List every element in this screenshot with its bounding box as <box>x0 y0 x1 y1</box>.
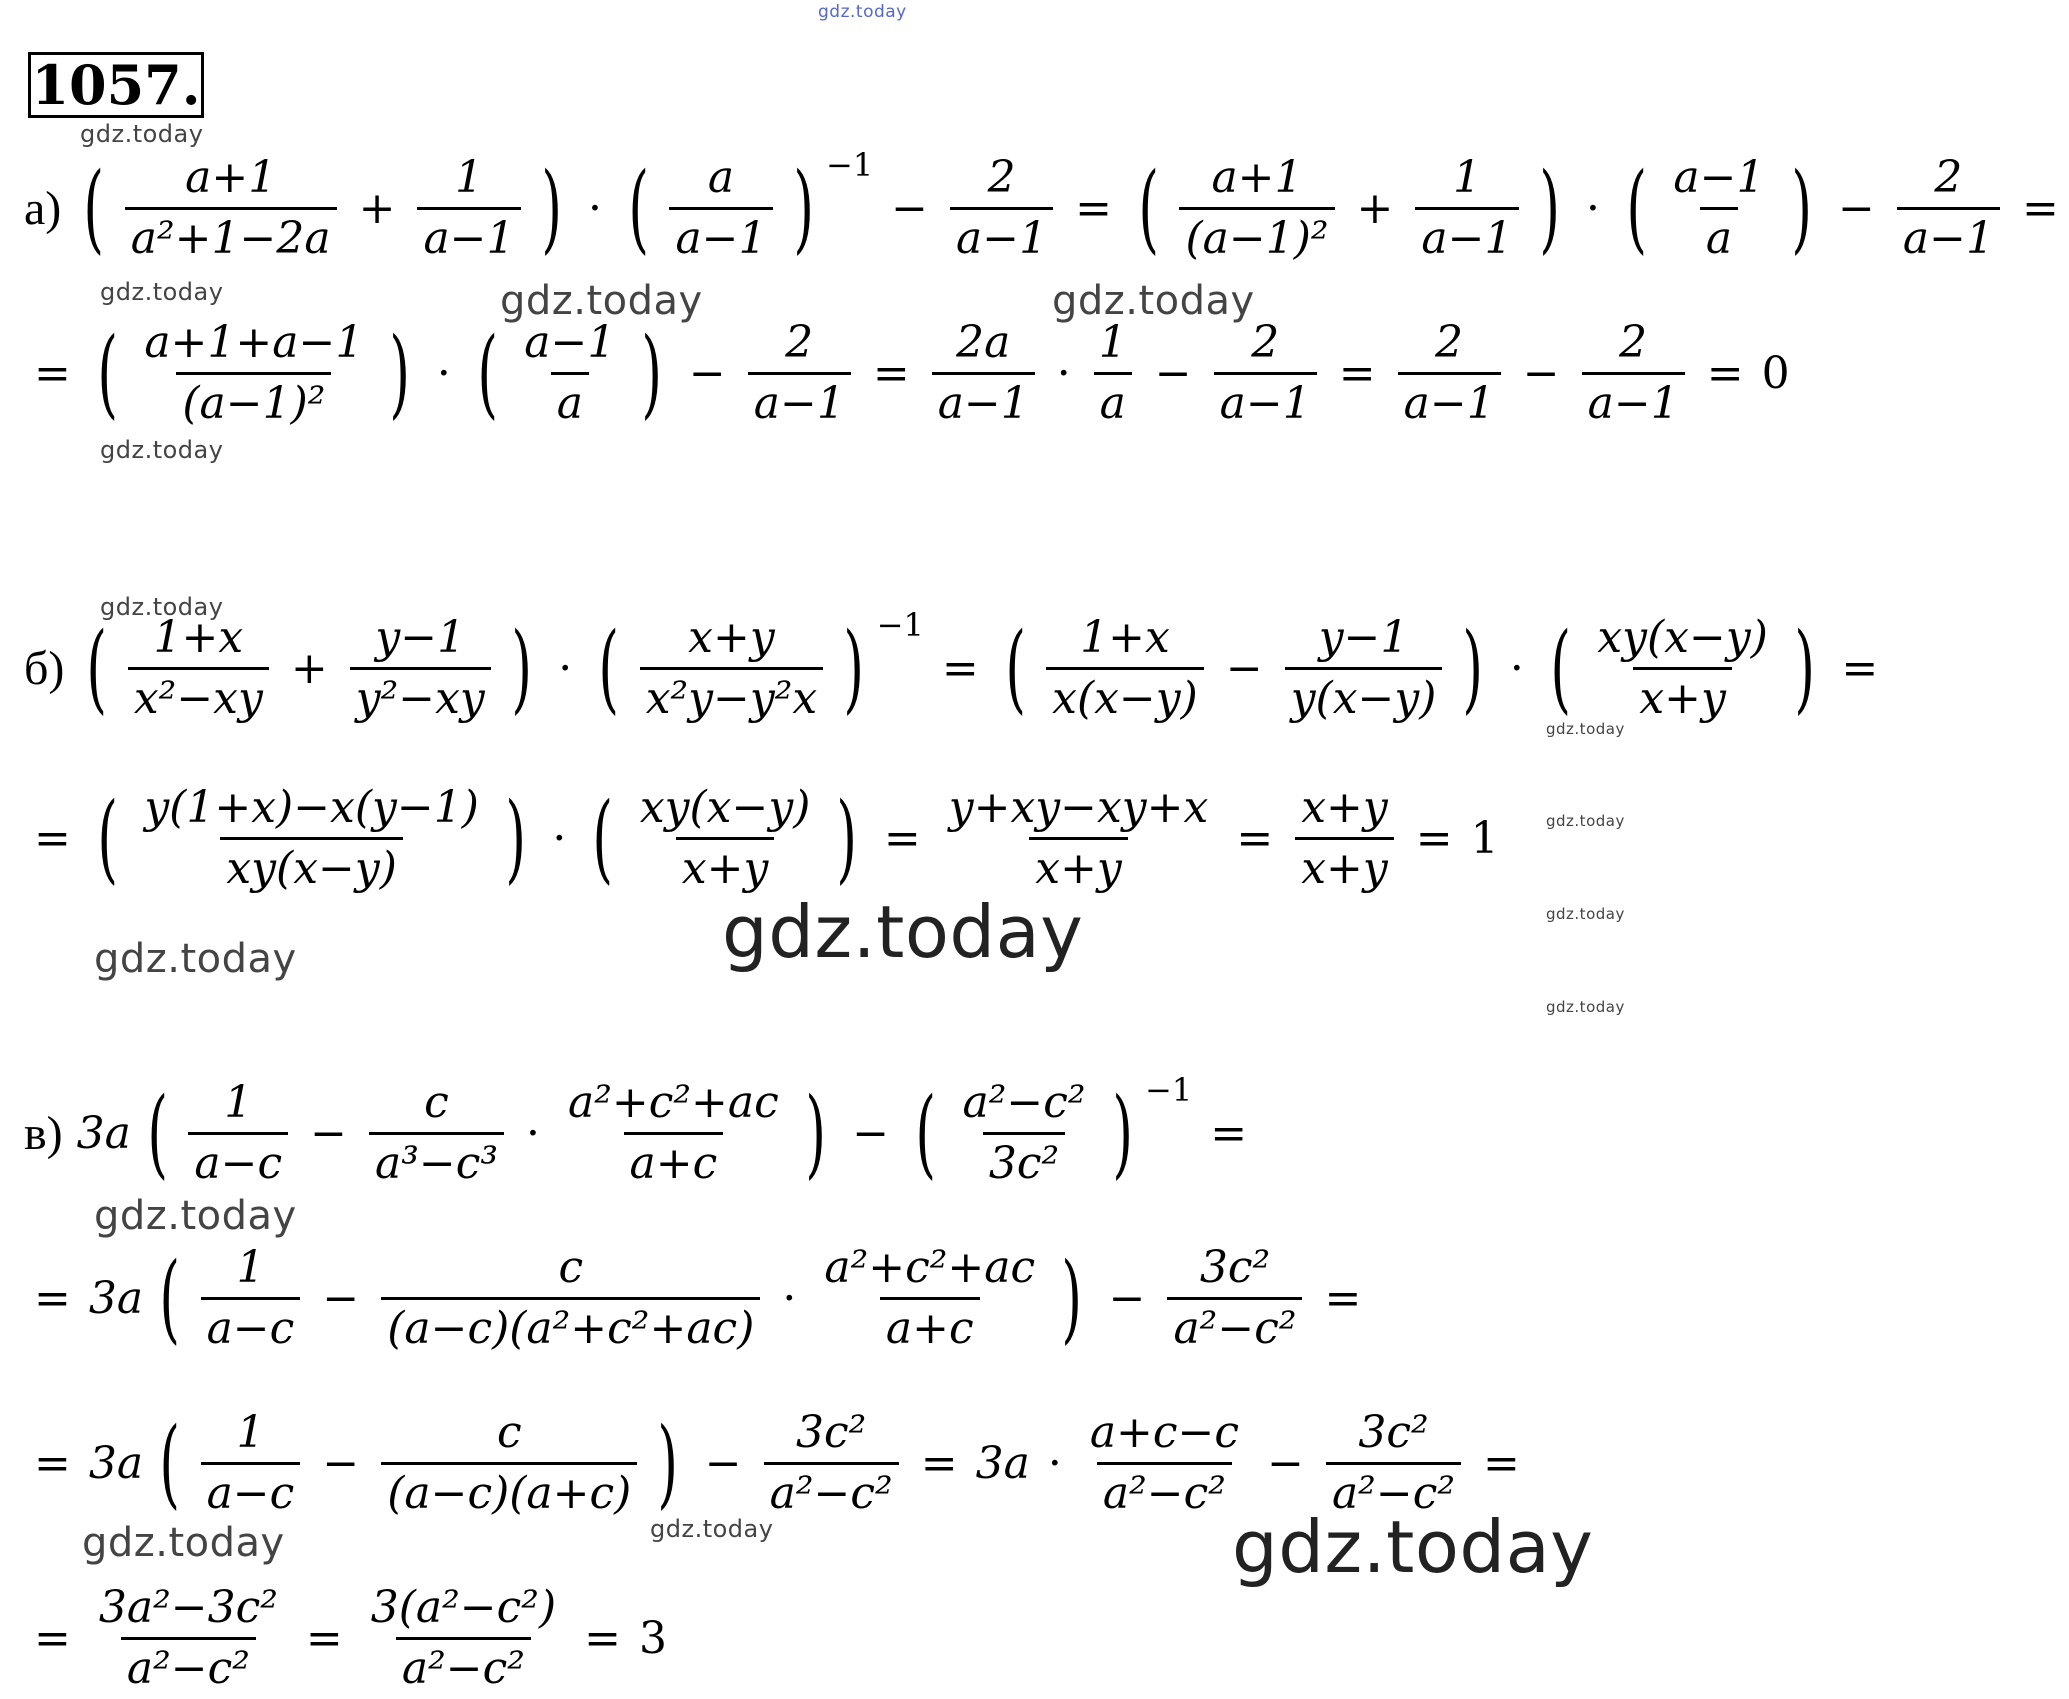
part-v-line-4 <box>24 1582 667 1695</box>
equals-sign: = <box>34 813 71 865</box>
denominator: a+c <box>880 1297 980 1352</box>
denominator: x²y−y²x <box>640 667 824 722</box>
fraction <box>1046 612 1204 725</box>
fraction <box>125 152 337 265</box>
numerator: 2 <box>1251 317 1280 368</box>
close-paren: ) <box>511 612 532 725</box>
denominator: a²+1−2a <box>125 207 337 262</box>
denominator: a−1 <box>950 207 1053 262</box>
numerator: a+1+a−1 <box>144 317 364 368</box>
denominator: a <box>551 372 589 427</box>
coefficient: 3a <box>88 1438 144 1490</box>
fraction <box>1582 317 1685 430</box>
open-paren: ( <box>477 317 498 430</box>
denominator: x+y <box>676 837 775 892</box>
denominator: x+y <box>1633 667 1732 722</box>
denominator: a−c <box>188 1132 288 1187</box>
denominator: a−1 <box>748 372 851 427</box>
denominator: a²−c² <box>764 1462 899 1517</box>
fraction <box>417 152 520 265</box>
numerator: y−1 <box>375 612 466 663</box>
open-paren: ( <box>147 1077 168 1190</box>
denominator: a−1 <box>669 207 772 262</box>
denominator: a²−c² <box>1097 1462 1232 1517</box>
fraction <box>138 782 485 895</box>
close-paren: ) <box>1794 612 1815 725</box>
open-paren: ( <box>592 782 614 895</box>
operator: − <box>1108 1273 1146 1325</box>
numerator: 3c² <box>1199 1242 1271 1293</box>
fraction <box>1084 1407 1245 1520</box>
equals-sign: = <box>2021 183 2059 235</box>
numerator: a−1 <box>524 317 616 368</box>
denominator: a²−c² <box>1167 1297 1302 1352</box>
watermark: gdz.today <box>1052 278 1255 324</box>
operator: − <box>310 1108 347 1160</box>
operator: + <box>290 643 328 695</box>
fraction <box>201 1242 301 1355</box>
watermark-large: gdz.today <box>1232 1505 1594 1589</box>
watermark: gdz.today <box>80 120 204 148</box>
coefficient: 3a <box>76 1108 131 1160</box>
operator: − <box>852 1108 890 1160</box>
operator: · <box>552 813 567 865</box>
equals-sign: = <box>941 643 979 695</box>
numerator: y(1+x)−x(y−1) <box>144 782 479 833</box>
open-paren: ( <box>159 1242 181 1355</box>
close-paren: ) <box>836 782 858 895</box>
numerator: 2 <box>1435 317 1464 368</box>
watermark: gdz.today <box>94 936 297 982</box>
numerator: x+y <box>1301 782 1388 833</box>
numerator: 1+x <box>1080 612 1170 663</box>
open-paren: ( <box>1005 612 1026 725</box>
numerator: xy(x−y) <box>639 782 811 833</box>
numerator: 3c² <box>796 1407 867 1458</box>
fraction <box>764 1407 899 1520</box>
close-paren: ) <box>1462 612 1484 725</box>
equals-sign: = <box>34 348 71 400</box>
part-label: б) <box>24 642 65 696</box>
denominator: xy(x−y) <box>220 837 403 892</box>
open-paren: ( <box>598 612 620 725</box>
fraction <box>1214 317 1317 430</box>
denominator: a−1 <box>1214 372 1317 427</box>
numerator: a+1 <box>1211 152 1303 203</box>
watermark: gdz.today <box>1546 812 1625 830</box>
denominator: a−c <box>201 1297 301 1352</box>
equals-sign: = <box>1841 643 1879 695</box>
fraction <box>950 152 1053 265</box>
numerator: a²+c²+ac <box>568 1077 779 1128</box>
numerator: 2 <box>1619 317 1648 368</box>
numerator: a²−c² <box>962 1077 1086 1128</box>
denominator: x+y <box>1029 837 1128 892</box>
result: 0 <box>1761 348 1790 400</box>
fraction <box>381 1407 637 1520</box>
fraction <box>634 782 817 895</box>
watermark: gdz.today <box>100 278 224 306</box>
equals-sign: = <box>34 1438 71 1490</box>
part-a-line-1 <box>24 145 2069 265</box>
fraction <box>1667 152 1770 265</box>
operator: + <box>358 183 396 235</box>
equals-sign: = <box>1338 348 1376 400</box>
denominator: x+y <box>1295 837 1394 892</box>
operator: · <box>782 1273 797 1325</box>
numerator: y−1 <box>1318 612 1409 663</box>
fraction <box>818 1242 1041 1355</box>
operator: − <box>322 1438 360 1490</box>
watermark: gdz.today <box>500 278 703 324</box>
numerator: x+y <box>688 612 775 663</box>
numerator: 2 <box>1934 152 1963 203</box>
watermark: gdz.today <box>1546 720 1625 738</box>
open-paren: ( <box>915 1077 937 1190</box>
denominator: y(x−y) <box>1285 667 1443 722</box>
exponent: −1 <box>1145 1070 1193 1109</box>
open-paren: ( <box>1550 612 1571 725</box>
fraction <box>669 152 772 265</box>
operator: · <box>1047 1438 1062 1490</box>
numerator: c <box>558 1242 584 1293</box>
operator: · <box>1056 348 1071 400</box>
watermark: gdz.today <box>100 593 224 621</box>
open-paren: ( <box>1626 152 1647 265</box>
close-paren: ) <box>792 152 814 265</box>
numerator: a²+c²+ac <box>824 1242 1036 1293</box>
numerator: 3a²−3c² <box>98 1582 278 1633</box>
denominator: x(x−y) <box>1046 667 1204 722</box>
equals-sign: = <box>1415 813 1453 865</box>
equals-sign: = <box>1236 813 1274 865</box>
watermark-top: gdz.today <box>818 2 907 22</box>
numerator: a <box>707 152 735 203</box>
open-paren: ( <box>97 317 118 430</box>
part-label: в) <box>24 1107 63 1161</box>
numerator: 1 <box>236 1242 265 1293</box>
open-paren: ( <box>86 612 108 725</box>
fraction <box>1591 612 1774 725</box>
exponent: −1 <box>826 145 874 184</box>
fraction <box>518 317 621 430</box>
operator: − <box>1837 183 1875 235</box>
numerator: c <box>424 1077 449 1128</box>
equals-sign: = <box>1075 183 1113 235</box>
operator: − <box>1154 348 1192 400</box>
operator: − <box>891 183 929 235</box>
operator: · <box>1509 643 1524 695</box>
part-v-line-2 <box>24 1242 1371 1355</box>
equals-sign: = <box>34 1613 71 1665</box>
open-paren: ( <box>83 152 105 265</box>
fraction <box>943 782 1215 895</box>
exponent: −1 <box>876 605 924 644</box>
numerator: 3c² <box>1358 1407 1429 1458</box>
fraction <box>350 612 491 725</box>
operator: − <box>1267 1438 1304 1490</box>
watermark: gdz.today <box>1546 998 1625 1016</box>
denominator: a²−c² <box>396 1637 531 1692</box>
fraction <box>957 1077 1092 1190</box>
operator: · <box>1585 183 1600 235</box>
operator: · <box>588 183 602 235</box>
denominator: a−1 <box>1582 372 1685 427</box>
fraction <box>562 1077 785 1190</box>
operator: · <box>526 1108 540 1160</box>
equals-sign: = <box>1706 348 1744 400</box>
denominator: (a−c)(a²+c²+ac) <box>381 1297 760 1352</box>
open-paren: ( <box>97 782 118 895</box>
numerator: a−1 <box>1673 152 1765 203</box>
coefficient: 3a <box>88 1273 144 1325</box>
part-a-line-2 <box>24 317 1790 430</box>
equals-sign: = <box>305 1613 343 1665</box>
denominator: a³−c³ <box>369 1132 504 1187</box>
watermark-large: gdz.today <box>722 890 1084 974</box>
open-paren: ( <box>159 1407 181 1520</box>
equals-sign: = <box>1324 1273 1362 1325</box>
open-paren: ( <box>1138 152 1160 265</box>
operator: · <box>558 643 573 695</box>
fraction <box>381 1242 760 1355</box>
numerator: 1+x <box>153 612 244 663</box>
denominator: y²−xy <box>350 667 491 722</box>
operator: − <box>322 1273 360 1325</box>
numerator: 2a <box>956 317 1011 368</box>
fraction <box>1167 1242 1302 1355</box>
operator: − <box>688 348 726 400</box>
operator: − <box>1522 348 1560 400</box>
equals-sign: = <box>920 1438 958 1490</box>
equals-sign: = <box>883 813 921 865</box>
denominator: a−1 <box>1415 207 1518 262</box>
operator: − <box>704 1438 742 1490</box>
numerator: 2 <box>987 152 1016 203</box>
close-paren: ) <box>641 317 663 430</box>
open-paren: ( <box>628 152 650 265</box>
result: 1 <box>1470 813 1499 865</box>
denominator: a−1 <box>1398 372 1501 427</box>
denominator: a²−c² <box>1326 1462 1461 1517</box>
numerator: 1 <box>1098 317 1127 368</box>
fraction <box>138 317 369 430</box>
denominator: (a−c)(a+c) <box>381 1462 637 1517</box>
numerator: 1 <box>455 152 483 203</box>
numerator: y+xy−xy+x <box>948 782 1209 833</box>
denominator: a+c <box>624 1132 724 1187</box>
part-b-line-2 <box>24 782 1499 895</box>
equals-sign: = <box>1210 1108 1248 1160</box>
close-paren: ) <box>1112 1077 1133 1190</box>
equals-sign: = <box>34 1273 71 1325</box>
watermark: gdz.today <box>82 1520 285 1566</box>
fraction <box>932 317 1035 430</box>
denominator: a−1 <box>1897 207 2000 262</box>
denominator: a <box>1700 207 1738 262</box>
fraction <box>748 317 851 430</box>
watermark: gdz.today <box>1546 905 1625 923</box>
part-v-line-1 <box>24 1070 1257 1190</box>
operator: · <box>436 348 451 400</box>
denominator: 3c² <box>983 1132 1065 1187</box>
operator: + <box>1356 183 1394 235</box>
close-paren: ) <box>540 152 562 265</box>
result: 3 <box>639 1613 667 1665</box>
fraction <box>1093 317 1133 430</box>
fraction <box>640 612 824 725</box>
denominator: x²−xy <box>128 667 269 722</box>
close-paren: ) <box>843 612 865 725</box>
close-paren: ) <box>805 1077 826 1190</box>
fraction <box>369 1077 504 1190</box>
fraction <box>128 612 269 725</box>
watermark: gdz.today <box>100 436 224 464</box>
watermark: gdz.today <box>94 1193 297 1239</box>
denominator: a−1 <box>932 372 1035 427</box>
fraction <box>201 1407 301 1520</box>
equals-sign: = <box>584 1613 621 1665</box>
numerator: a+c−c <box>1089 1407 1240 1458</box>
denominator: a−1 <box>417 207 520 262</box>
denominator: a−c <box>201 1462 301 1517</box>
close-paren: ) <box>1538 152 1560 265</box>
numerator: 1 <box>236 1407 265 1458</box>
fraction <box>1285 612 1443 725</box>
problem-number: 1057. <box>28 52 204 118</box>
close-paren: ) <box>1790 152 1812 265</box>
numerator: 2 <box>785 317 814 368</box>
numerator: 3(a²−c²) <box>370 1582 557 1633</box>
close-paren: ) <box>505 782 526 895</box>
fraction <box>1179 152 1334 265</box>
fraction <box>1415 152 1518 265</box>
numerator: xy(x−y) <box>1597 612 1768 663</box>
fraction <box>1398 317 1501 430</box>
watermark: gdz.today <box>650 1515 774 1543</box>
equals-sign: = <box>872 348 910 400</box>
fraction <box>1326 1407 1461 1520</box>
denominator: (a−1)² <box>1179 207 1334 262</box>
fraction <box>188 1077 288 1190</box>
numerator: 1 <box>224 1077 253 1128</box>
fraction <box>93 1582 284 1695</box>
close-paren: ) <box>657 1407 679 1520</box>
close-paren: ) <box>1061 1242 1083 1355</box>
coefficient: 3a <box>975 1438 1030 1490</box>
numerator: 1 <box>1452 152 1481 203</box>
operator: − <box>1225 643 1263 695</box>
fraction <box>1295 782 1394 895</box>
denominator: a <box>1094 372 1132 427</box>
equals-sign: = <box>1482 1438 1520 1490</box>
numerator: a+1 <box>185 152 277 203</box>
fraction <box>365 1582 562 1695</box>
denominator: (a−1)² <box>176 372 331 427</box>
fraction <box>1897 152 2000 265</box>
part-v-line-3 <box>24 1407 1530 1520</box>
part-label: а) <box>24 182 62 236</box>
denominator: a²−c² <box>121 1637 256 1692</box>
numerator: c <box>496 1407 522 1458</box>
close-paren: ) <box>389 317 411 430</box>
